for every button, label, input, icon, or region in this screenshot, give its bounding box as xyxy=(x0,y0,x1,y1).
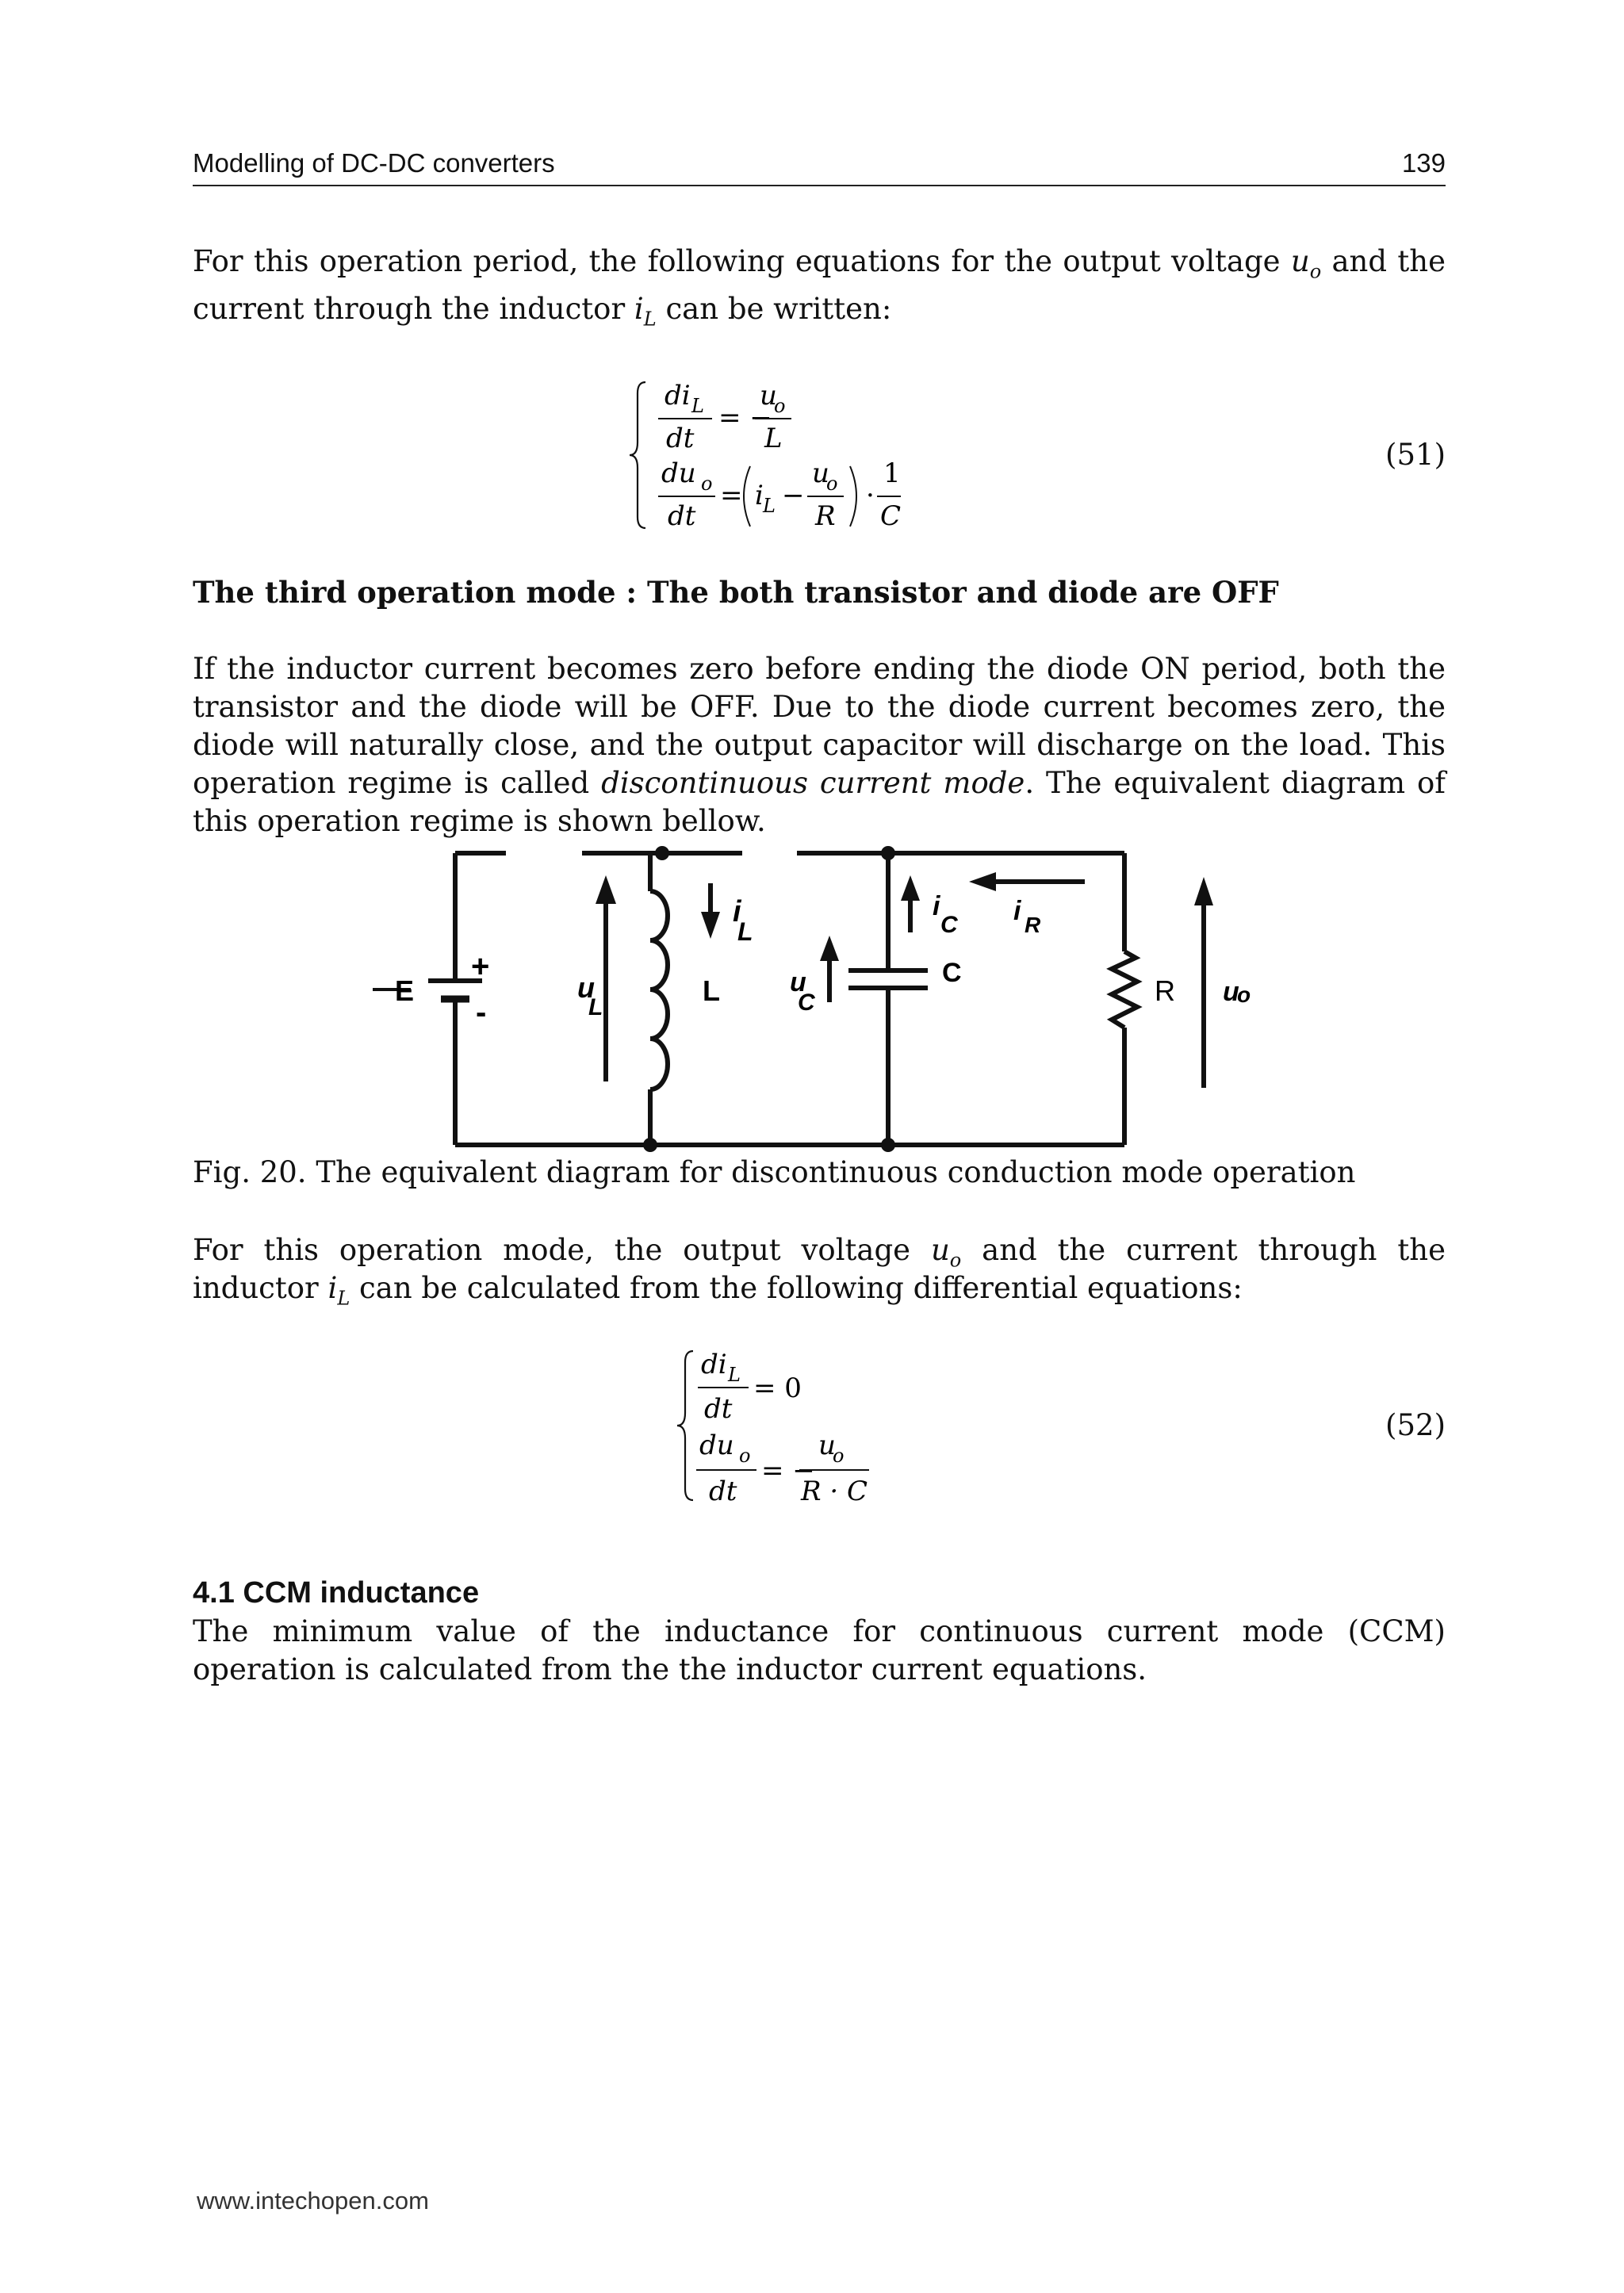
section-heading-ccm: 4.1 CCM inductance xyxy=(193,1576,480,1610)
label-iC: i xyxy=(933,891,940,921)
eq52-r2-rhs-num: u xyxy=(818,1430,836,1461)
paragraph-dcm-equations xyxy=(193,1231,1446,1310)
section-heading-third-mode: The third operation mode : The both transistor and diode are OFF xyxy=(193,575,1279,610)
label-iL: i xyxy=(733,895,741,928)
equation-number-51: (51) xyxy=(1385,438,1446,472)
symbol-iL-2: i xyxy=(327,1271,338,1305)
eq52-r1-rhs: = 0 xyxy=(753,1372,802,1404)
label-C: C xyxy=(942,958,962,988)
page-number: 139 xyxy=(1401,148,1446,178)
eq51-r1-rhs-num: u xyxy=(760,380,777,412)
label-uo-sub: o xyxy=(1237,982,1251,1007)
resistor-zigzag xyxy=(1112,951,1137,1028)
label-L: L xyxy=(703,974,720,1007)
para1-text-end: can be written: xyxy=(656,292,892,326)
eq52-r2-rhs-den: R · C xyxy=(801,1476,868,1507)
label-R: R xyxy=(1155,974,1175,1007)
arrow-iL-head xyxy=(701,912,720,939)
junction-dot-top-right xyxy=(881,846,895,860)
symbol-uo-sub: o xyxy=(1309,260,1322,283)
arrow-iR-head xyxy=(969,872,996,891)
eq51-r2-frac-num: u xyxy=(812,457,829,489)
running-head-title: Modelling of DC-DC converters xyxy=(193,148,555,178)
equation-51 xyxy=(619,373,936,539)
figure-caption: Fig. 20. The equivalent diagram for discontinuous conduction mode operation xyxy=(193,1155,1356,1189)
arrow-uC-head xyxy=(820,936,839,961)
eq52-r1-lhs-num-sub: L xyxy=(728,1364,741,1386)
eq52-r2-rhs-num-sub: o xyxy=(833,1445,845,1467)
eq51-r2-lhs-num-sub: o xyxy=(701,473,713,495)
eq51-r2-frac-den: R xyxy=(815,500,836,532)
para1-text-mid: and the current through the inductor xyxy=(193,244,1446,326)
para2-text: If the inductor current becomes zero before ending the diode ON period, both the transistor and the diode will be OFF. Due to the diode current becomes zero, the diode will naturally close, and the output capacitor will discharge on the load. This operation regime is called xyxy=(193,652,1446,800)
equation-number-52: (52) xyxy=(1385,1408,1446,1442)
eq51-r2-op: = xyxy=(720,480,743,511)
para2-text-end: . The equivalent diagram of this operation regime is shown bellow. xyxy=(193,766,1446,838)
eq51-r2-paren-i-sub: L xyxy=(763,495,776,517)
label-minus: - xyxy=(476,995,487,1030)
arrow-uo-head xyxy=(1194,877,1213,905)
symbol-uo: u xyxy=(1290,244,1310,278)
symbol-iL-sub: L xyxy=(643,308,657,331)
paragraph-ccm: The minimum value of the inductance for continuous current mode (CCM) operation is calculated from the the inductor current equations. xyxy=(193,1614,1446,1686)
junction-dot-top-left xyxy=(655,846,669,860)
junction-dot-bottom-right xyxy=(881,1138,895,1152)
para1-text-start: For this operation period, the following equations for the output voltage xyxy=(193,244,1291,278)
para2-italic-term: discontinuous current mode xyxy=(601,766,1025,800)
eq51-r1-lhs-den: dt xyxy=(666,423,695,454)
para3-text-mid: and the current through the inductor xyxy=(193,1233,1446,1305)
label-uC-sub: C xyxy=(798,990,815,1016)
eq51-r1-lhs-num: di xyxy=(665,380,691,412)
footer-url[interactable]: www.intechopen.com xyxy=(197,2187,429,2215)
equation-52 xyxy=(666,1340,928,1514)
label-uC: u xyxy=(790,967,806,997)
eq52-r1-lhs-num: di xyxy=(701,1349,727,1380)
arrow-uL-head xyxy=(596,875,616,904)
eq51-r2-dot: · xyxy=(866,480,875,511)
eq51-r2-lhs-den: dt xyxy=(668,500,696,532)
paragraph-third-mode xyxy=(193,650,1446,840)
label-iR: i xyxy=(1013,896,1021,926)
circuit-diagram xyxy=(373,833,1308,1158)
eq51-r2-minus: − xyxy=(782,480,805,511)
para3-text-start: For this operation mode, the output voltage xyxy=(193,1233,931,1267)
junction-dot-bottom-left xyxy=(643,1138,657,1152)
eq52-r1-lhs-den: dt xyxy=(704,1393,733,1425)
inductor-coil xyxy=(650,891,668,1089)
label-uo: u xyxy=(1223,977,1239,1007)
label-E: E xyxy=(395,974,415,1007)
eq52-r2-lhs-num-sub: o xyxy=(739,1445,751,1467)
eq51-r2-lhs-num: du xyxy=(661,457,696,489)
symbol-uo-2-sub: o xyxy=(949,1249,962,1272)
label-uL-sub: L xyxy=(588,994,603,1020)
label-plus: + xyxy=(471,949,490,984)
eq52-r2-lhs-num: du xyxy=(699,1430,734,1461)
eq51-r1-op: = − xyxy=(718,402,772,434)
arrow-iC-head xyxy=(901,875,920,901)
eq52-r2-lhs-den: dt xyxy=(709,1476,737,1507)
eq51-r1-rhs-den: L xyxy=(764,423,783,454)
label-iC-sub: C xyxy=(940,912,958,938)
running-head xyxy=(193,148,1446,186)
symbol-uo-2: u xyxy=(930,1233,950,1267)
para3-text-end: can be calculated from the following differential equations: xyxy=(350,1271,1243,1305)
paragraph-intro xyxy=(193,238,1446,333)
eq51-r1-rhs-num-sub: o xyxy=(774,395,786,417)
symbol-iL: i xyxy=(634,292,644,326)
label-iL-sub: L xyxy=(737,917,753,946)
eq51-r1-lhs-num-sub: L xyxy=(691,395,704,417)
battery-symbol xyxy=(373,981,482,999)
eq51-r2-last-den: C xyxy=(880,500,902,532)
eq51-r2-paren-i: i xyxy=(755,480,764,511)
eq51-r2-frac-num-sub: o xyxy=(826,473,838,495)
eq51-r2-last-num: 1 xyxy=(883,457,901,489)
symbol-iL-2-sub: L xyxy=(337,1287,350,1310)
label-uL: u xyxy=(577,971,595,1004)
label-iR-sub: R xyxy=(1025,913,1041,937)
eq52-r2-op: = − xyxy=(761,1455,815,1487)
